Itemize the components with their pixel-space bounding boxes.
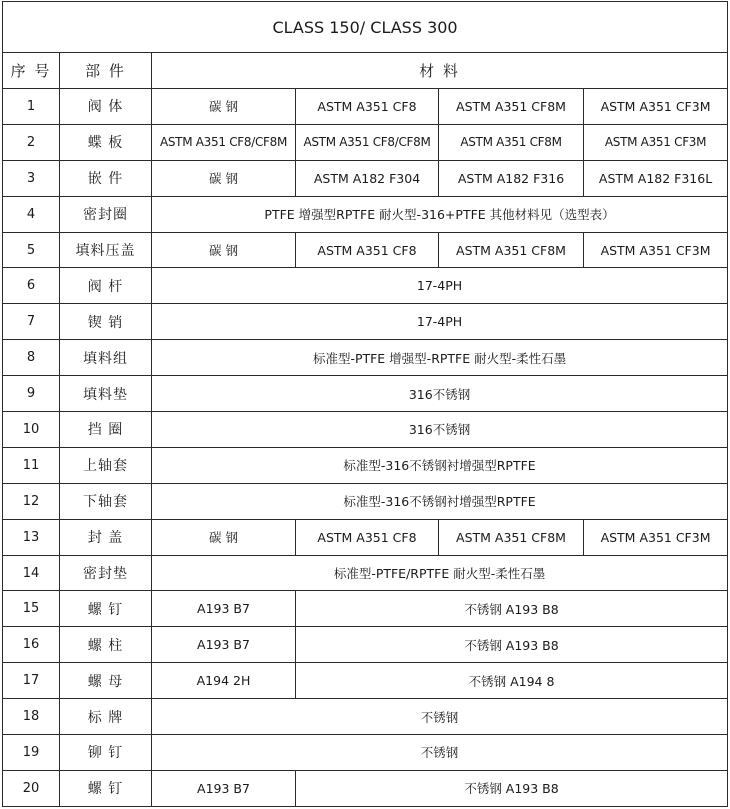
material-cell: ASTM A351 CF3M bbox=[584, 519, 728, 555]
part-name: 铆 钉 bbox=[60, 735, 152, 771]
row-number: 13 bbox=[3, 519, 60, 555]
material-cell: PTFE 增强型RPTFE 耐火型-316+PTFE 其他材料见（选型表） bbox=[152, 196, 728, 232]
part-name: 填料压盖 bbox=[60, 232, 152, 268]
material-cell: A193 B7 bbox=[152, 770, 296, 806]
material-cell: 316不锈钢 bbox=[152, 376, 728, 412]
table-row bbox=[3, 663, 728, 699]
table-title: CLASS 150/ CLASS 300 bbox=[3, 2, 728, 53]
header-part: 部 件 bbox=[60, 53, 152, 89]
table-row bbox=[3, 412, 728, 448]
part-name: 密封圈 bbox=[60, 196, 152, 232]
header-no: 序 号 bbox=[3, 53, 60, 89]
table-row bbox=[3, 591, 728, 627]
row-number: 19 bbox=[3, 735, 60, 771]
material-cell: ASTM A351 CF8M bbox=[439, 519, 584, 555]
material-cell: A193 B7 bbox=[152, 627, 296, 663]
table-row bbox=[3, 735, 728, 771]
part-name: 封 盖 bbox=[60, 519, 152, 555]
header-material: 材 料 bbox=[152, 53, 728, 89]
material-cell: 不锈钢 bbox=[152, 699, 728, 735]
part-name: 填料组 bbox=[60, 340, 152, 376]
material-cell: 碳 钢 bbox=[152, 89, 296, 125]
table-row bbox=[3, 268, 728, 304]
material-cell: ASTM A351 CF3M bbox=[584, 232, 728, 268]
part-name: 上轴套 bbox=[60, 447, 152, 483]
material-table-sheet bbox=[2, 1, 727, 807]
material-cell: 不锈钢 A193 B8 bbox=[296, 627, 728, 663]
part-name: 密封垫 bbox=[60, 555, 152, 591]
part-name: 蝶 板 bbox=[60, 124, 152, 160]
row-number: 11 bbox=[3, 447, 60, 483]
material-cell: ASTM A182 F316L bbox=[584, 160, 728, 196]
part-name: 螺 母 bbox=[60, 663, 152, 699]
material-table bbox=[2, 1, 728, 807]
table-row bbox=[3, 340, 728, 376]
part-name: 嵌 件 bbox=[60, 160, 152, 196]
table-row bbox=[3, 124, 728, 160]
row-number: 16 bbox=[3, 627, 60, 663]
material-cell: ASTM A182 F304 bbox=[296, 160, 439, 196]
row-number: 3 bbox=[3, 160, 60, 196]
material-cell: ASTM A182 F316 bbox=[439, 160, 584, 196]
row-number: 17 bbox=[3, 663, 60, 699]
table-row bbox=[3, 89, 728, 125]
table-row bbox=[3, 196, 728, 232]
material-cell: 标准型-316不锈钢衬增强型RPTFE bbox=[152, 447, 728, 483]
row-number: 15 bbox=[3, 591, 60, 627]
material-cell: 标准型-316不锈钢衬增强型RPTFE bbox=[152, 483, 728, 519]
material-cell: ASTM A351 CF8M bbox=[439, 124, 584, 160]
table-row bbox=[3, 770, 728, 806]
table-row bbox=[3, 555, 728, 591]
table-row bbox=[3, 304, 728, 340]
table-row bbox=[3, 232, 728, 268]
part-name: 填料垫 bbox=[60, 376, 152, 412]
material-cell: 不锈钢 A193 B8 bbox=[296, 770, 728, 806]
material-cell: 标准型-PTFE 增强型-RPTFE 耐火型-柔性石墨 bbox=[152, 340, 728, 376]
table-title-row bbox=[3, 2, 728, 53]
material-cell: ASTM A351 CF8 bbox=[296, 89, 439, 125]
material-cell: 标准型-PTFE/RPTFE 耐火型-柔性石墨 bbox=[152, 555, 728, 591]
material-cell: ASTM A351 CF8 bbox=[296, 519, 439, 555]
material-cell: ASTM A351 CF3M bbox=[584, 124, 728, 160]
table-row bbox=[3, 699, 728, 735]
row-number: 6 bbox=[3, 268, 60, 304]
part-name: 标 牌 bbox=[60, 699, 152, 735]
table-row bbox=[3, 447, 728, 483]
row-number: 10 bbox=[3, 412, 60, 448]
row-number: 1 bbox=[3, 89, 60, 125]
row-number: 20 bbox=[3, 770, 60, 806]
material-cell: A194 2H bbox=[152, 663, 296, 699]
row-number: 4 bbox=[3, 196, 60, 232]
material-cell: 不锈钢 A193 B8 bbox=[296, 591, 728, 627]
table-row bbox=[3, 519, 728, 555]
material-cell: A193 B7 bbox=[152, 591, 296, 627]
part-name: 下轴套 bbox=[60, 483, 152, 519]
material-cell: 碳 钢 bbox=[152, 160, 296, 196]
material-cell: ASTM A351 CF8 bbox=[296, 232, 439, 268]
material-cell: 316不锈钢 bbox=[152, 412, 728, 448]
row-number: 5 bbox=[3, 232, 60, 268]
table-row bbox=[3, 627, 728, 663]
table-row bbox=[3, 160, 728, 196]
row-number: 9 bbox=[3, 376, 60, 412]
part-name: 螺 钉 bbox=[60, 591, 152, 627]
material-cell: ASTM A351 CF8M bbox=[439, 89, 584, 125]
part-name: 阀 杆 bbox=[60, 268, 152, 304]
material-cell: 17-4PH bbox=[152, 268, 728, 304]
material-cell: ASTM A351 CF8/CF8M bbox=[152, 124, 296, 160]
material-cell: 碳 钢 bbox=[152, 519, 296, 555]
material-cell: 17-4PH bbox=[152, 304, 728, 340]
table-header-row bbox=[3, 53, 728, 89]
table-row bbox=[3, 376, 728, 412]
material-cell: 不锈钢 A194 8 bbox=[296, 663, 728, 699]
material-cell: 碳 钢 bbox=[152, 232, 296, 268]
material-cell: ASTM A351 CF8/CF8M bbox=[296, 124, 439, 160]
material-cell: 不锈钢 bbox=[152, 735, 728, 771]
row-number: 2 bbox=[3, 124, 60, 160]
material-cell: ASTM A351 CF3M bbox=[584, 89, 728, 125]
table-row bbox=[3, 483, 728, 519]
row-number: 12 bbox=[3, 483, 60, 519]
row-number: 14 bbox=[3, 555, 60, 591]
part-name: 螺 钉 bbox=[60, 770, 152, 806]
row-number: 18 bbox=[3, 699, 60, 735]
part-name: 螺 柱 bbox=[60, 627, 152, 663]
part-name: 挡 圈 bbox=[60, 412, 152, 448]
part-name: 阀 体 bbox=[60, 89, 152, 125]
material-cell: ASTM A351 CF8M bbox=[439, 232, 584, 268]
part-name: 锲 销 bbox=[60, 304, 152, 340]
row-number: 8 bbox=[3, 340, 60, 376]
row-number: 7 bbox=[3, 304, 60, 340]
